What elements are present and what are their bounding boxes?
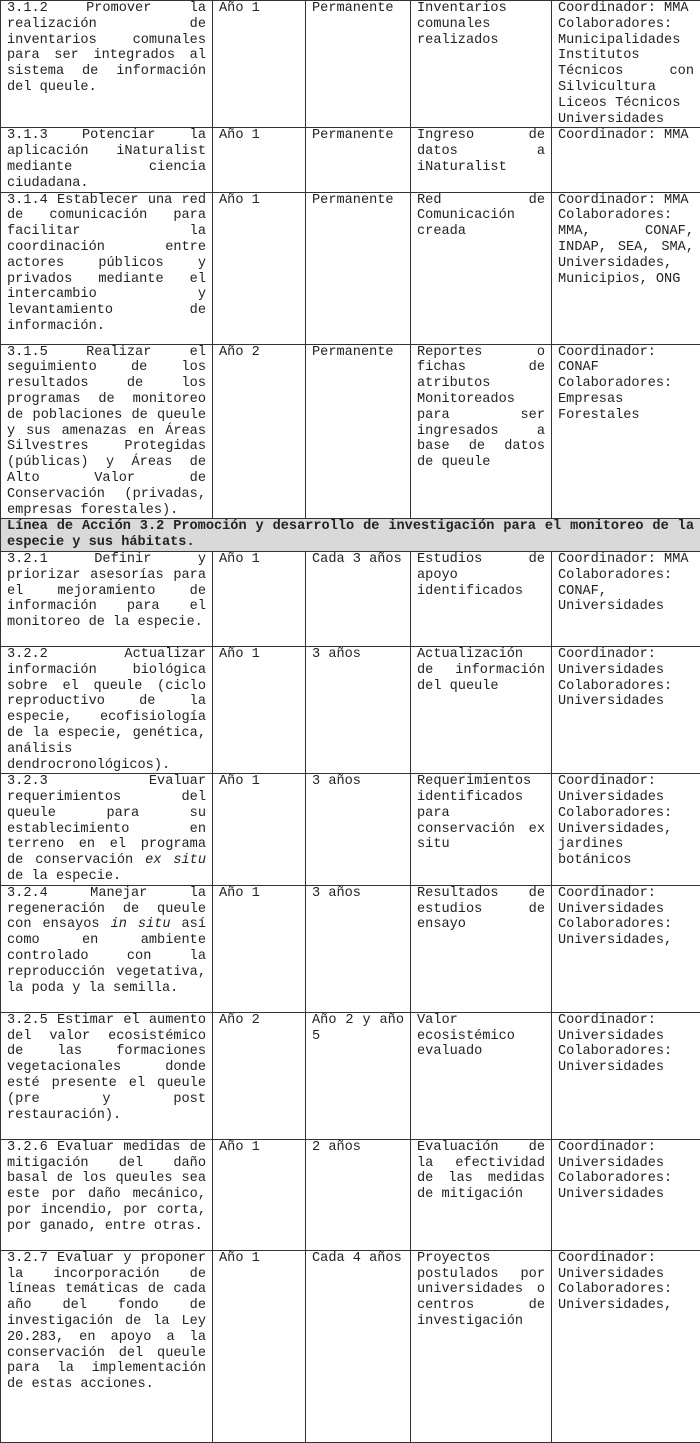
responsible-line: Coordinador: Universidades — [558, 774, 694, 806]
action-cell — [1, 192, 213, 344]
responsible-cell — [552, 885, 700, 1012]
responsible-line: Universidades — [558, 112, 694, 128]
section-header-row — [1, 519, 700, 552]
frequency-cell: Cada 4 años — [306, 1250, 411, 1442]
indicator-cell: Valor ecosistémico evaluado — [411, 1012, 552, 1139]
responsible-line: Colaboradores: MMA, CONAF, INDAP, SEA, SMA, Universidades, Municipios, ONG — [558, 208, 694, 287]
responsible-cell — [552, 344, 700, 519]
section-header: Línea de Acción 3.2 Promoción y desarrollo de investigación para el monitoreo de la especie y sus hábitats. — [1, 519, 700, 552]
responsible-cell — [552, 774, 700, 886]
action-cell — [1, 646, 213, 773]
table-row — [1, 344, 700, 519]
start-cell: Año 1 — [213, 646, 306, 773]
responsible-line: Colaboradores: Universidades, jardines botánicos — [558, 806, 694, 869]
responsible-line: Coordinador: Universidades — [558, 1140, 694, 1172]
responsible-line: Colaboradores: Empresas Forestales — [558, 376, 694, 423]
responsible-line: Coordinador: Universidades — [558, 886, 694, 918]
action-text: 3.1.3 Potenciar la aplicación iNaturalist mediante ciencia ciudadana. — [7, 128, 206, 190]
indicator-cell: Actualización de información del queule — [411, 646, 552, 773]
action-text: 3.2.1 Definir y priorizar asesorías para el mejoramiento de información para el monitoreo de la especie. — [7, 552, 206, 630]
action-cell — [1, 1012, 213, 1139]
frequency-cell: Permanente — [306, 344, 411, 519]
table-row — [1, 192, 700, 344]
start-cell: Año 1 — [213, 551, 306, 646]
action-text: 3.2.2 Actualizar información biológica sobre el queule (ciclo reproductivo de la especie, ecofisiología de la especie, genética, análisis dendrocronológicos). — [7, 647, 206, 773]
responsible-line: Colaboradores: — [558, 17, 694, 33]
action-text: así como en ambiente controlado con la reproducción vegetativa, la poda y la semilla. — [7, 917, 206, 995]
responsible-line: Colaboradores: Universidades — [558, 1171, 694, 1203]
start-cell: Año 1 — [213, 774, 306, 886]
responsible-cell — [552, 192, 700, 344]
table-row — [1, 1139, 700, 1250]
action-text: 3.2.5 Estimar el aumento del valor ecosistémico de las formaciones vegetacionales donde esté presente el queule (pre y post restauración). — [7, 1013, 206, 1123]
indicator-cell: Evaluación de la efectividad de las medidas de mitigación — [411, 1139, 552, 1250]
action-cell — [1, 1, 213, 128]
responsible-line: Colaboradores: Universidades, — [558, 1282, 694, 1314]
responsible-line: Colaboradores: Universidades — [558, 1044, 694, 1076]
responsible-cell — [552, 1250, 700, 1442]
frequency-cell: 3 años — [306, 885, 411, 1012]
frequency-cell: 3 años — [306, 774, 411, 886]
responsible-line: Colaboradores: Universidades, — [558, 917, 694, 949]
responsible-line: Coordinador: MMA — [558, 128, 694, 144]
table-row — [1, 128, 700, 192]
frequency-cell: 3 años — [306, 646, 411, 773]
start-cell: Año 2 — [213, 344, 306, 519]
action-text: 3.2.6 Evaluar medidas de mitigación del daño basal de los queules sea este por daño mecánico, por incendio, por corta, por ganado, entre otras. — [7, 1140, 206, 1234]
table-row — [1, 551, 700, 646]
action-text: ex situ — [145, 853, 206, 868]
table-row — [1, 885, 700, 1012]
table-row — [1, 646, 700, 773]
start-cell: Año 1 — [213, 1, 306, 128]
responsible-line: Coordinador: MMA — [558, 552, 694, 568]
indicator-cell: Red de Comunicación creada — [411, 192, 552, 344]
indicator-cell: Estudios de apoyo identificados — [411, 551, 552, 646]
responsible-cell — [552, 1012, 700, 1139]
start-cell: Año 1 — [213, 885, 306, 1012]
start-cell: Año 1 — [213, 1139, 306, 1250]
responsible-line: Coordinador: MMA — [558, 193, 694, 209]
frequency-cell: Permanente — [306, 192, 411, 344]
table-row — [1, 1012, 700, 1139]
responsible-line: Coordinador: Universidades — [558, 647, 694, 679]
action-text: 3.2.3 Evaluar requerimientos del queule para su establecimiento en terreno en el programa de conservación — [7, 774, 206, 868]
indicator-cell: Inventarios comunales realizados — [411, 1, 552, 128]
action-cell — [1, 1139, 213, 1250]
start-cell: Año 1 — [213, 192, 306, 344]
responsible-line: Liceos Técnicos — [558, 96, 694, 112]
responsible-line: Colaboradores: CONAF, Universidades — [558, 568, 694, 615]
start-cell: Año 2 — [213, 1012, 306, 1139]
action-text: 3.1.4 Establecer una red de comunicación para facilitar la coordinación entre actores públicos y privados mediante el intercambio y levantamiento de información. — [7, 193, 206, 334]
responsible-line: Coordinador: Universidades — [558, 1013, 694, 1045]
frequency-cell: Permanente — [306, 1, 411, 128]
indicator-cell: Requerimientos identificados para conservación ex situ — [411, 774, 552, 886]
action-text: 3.1.2 Promover la realización de inventarios comunales para ser integrados al sistema de información del queule. — [7, 1, 206, 95]
action-cell — [1, 128, 213, 192]
action-text: 3.2.4 Manejar la regeneración de queule con ensayos — [7, 886, 206, 933]
action-cell — [1, 344, 213, 519]
frequency-cell: Año 2 y año 5 — [306, 1012, 411, 1139]
responsible-line: Coordinador: MMA — [558, 1, 694, 17]
action-text: 3.2.7 Evaluar y proponer la incorporación de líneas temáticas de cada año del fondo de investigación de la Ley 20.283, en apoyo a la conservación del queule para la implementación de estas acciones. — [7, 1251, 206, 1392]
indicator-cell: Ingreso de datos a iNaturalist — [411, 128, 552, 192]
action-cell — [1, 1250, 213, 1442]
responsible-cell — [552, 551, 700, 646]
frequency-cell: 2 años — [306, 1139, 411, 1250]
table-row — [1, 1250, 700, 1442]
responsible-line: Coordinador: Universidades — [558, 1251, 694, 1283]
table-row — [1, 774, 700, 886]
responsible-cell — [552, 1139, 700, 1250]
indicator-cell: Reportes o fichas de atributos Monitoreados para ser ingresados a base de datos de queule — [411, 344, 552, 519]
responsible-cell — [552, 128, 700, 192]
responsible-line: Municipalidades — [558, 33, 694, 49]
responsible-line: Institutos Técnicos con Silvicultura — [558, 48, 694, 95]
responsible-cell — [552, 646, 700, 773]
responsible-line: Coordinador: CONAF — [558, 345, 694, 377]
responsible-cell — [552, 1, 700, 128]
action-cell — [1, 774, 213, 886]
start-cell: Año 1 — [213, 1250, 306, 1442]
action-cell — [1, 885, 213, 1012]
indicator-cell: Resultados de estudios de ensayo — [411, 885, 552, 1012]
frequency-cell: Permanente — [306, 128, 411, 192]
responsible-line: Colaboradores: Universidades — [558, 679, 694, 711]
action-text: in situ — [111, 917, 171, 932]
start-cell: Año 1 — [213, 128, 306, 192]
action-cell — [1, 551, 213, 646]
action-text: 3.1.5 Realizar el seguimiento de los resultados de los programas de monitoreo de poblaciones de queule y sus amenazas en Áreas Silvestres Protegidas (públicas) y Áreas de Alto Valor de Conservación (privadas, empresas forestales). — [7, 345, 206, 518]
indicator-cell: Proyectos postulados por universidades o centros de investigación — [411, 1250, 552, 1442]
frequency-cell: Cada 3 años — [306, 551, 411, 646]
table-row — [1, 1, 700, 128]
action-text: de la especie. — [7, 869, 121, 884]
